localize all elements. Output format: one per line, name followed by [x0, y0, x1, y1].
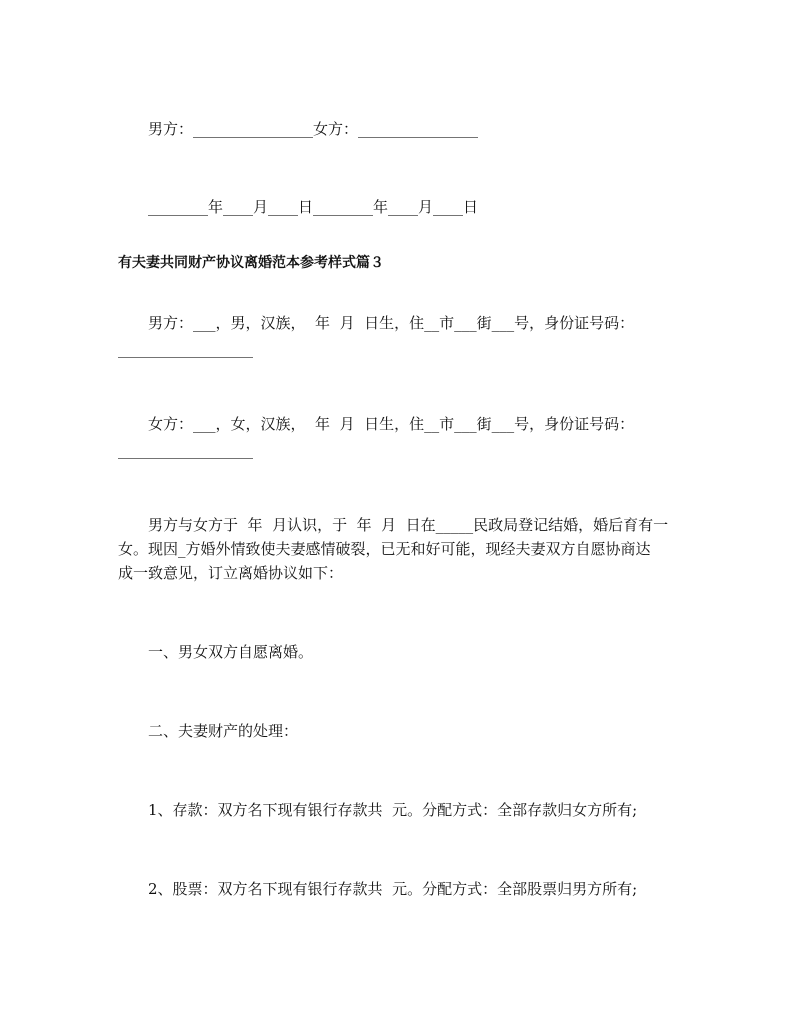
man-info: 男方：___，男，汉族， 年 月 日生，住__市___街___号，身份证号码：: [148, 314, 635, 332]
woman-info: 女方：___，女，汉族， 年 月 日生，住__市___街___号，身份证号码：: [148, 415, 635, 433]
section-title: 有夫妻共同财产协议离婚范本参考样式篇３: [118, 255, 384, 271]
intro-line-2: 女。现因_方婚外情致使夫妻感情破裂，已无和好可能，现经夫妻双方自愿协商达: [118, 540, 651, 558]
clause-2-2: 2、股票：双方名下现有银行存款共 元。分配方式：全部股票归男方所有;: [148, 880, 638, 898]
intro-line-3: 成一致意见，订立离婚协议如下：: [118, 564, 344, 582]
signature-line: 男方：________________女方：________________: [148, 120, 479, 138]
intro-line-1: 男方与女方于 年 月认识，于 年 月 日在_____民政局登记结婚，婚后育有一: [148, 516, 669, 534]
clause-2-1: 1、存款：双方名下现有银行存款共 元。分配方式：全部存款归女方所有;: [148, 801, 638, 819]
clause-1: 一、男女双方自愿离婚。: [148, 643, 314, 661]
woman-id-blank: __________________: [118, 441, 253, 459]
clause-2: 二、夫妻财产的处理：: [148, 722, 299, 740]
man-id-blank: __________________: [118, 340, 253, 358]
date-line: ________年____月____日________年____月____日: [148, 198, 479, 216]
